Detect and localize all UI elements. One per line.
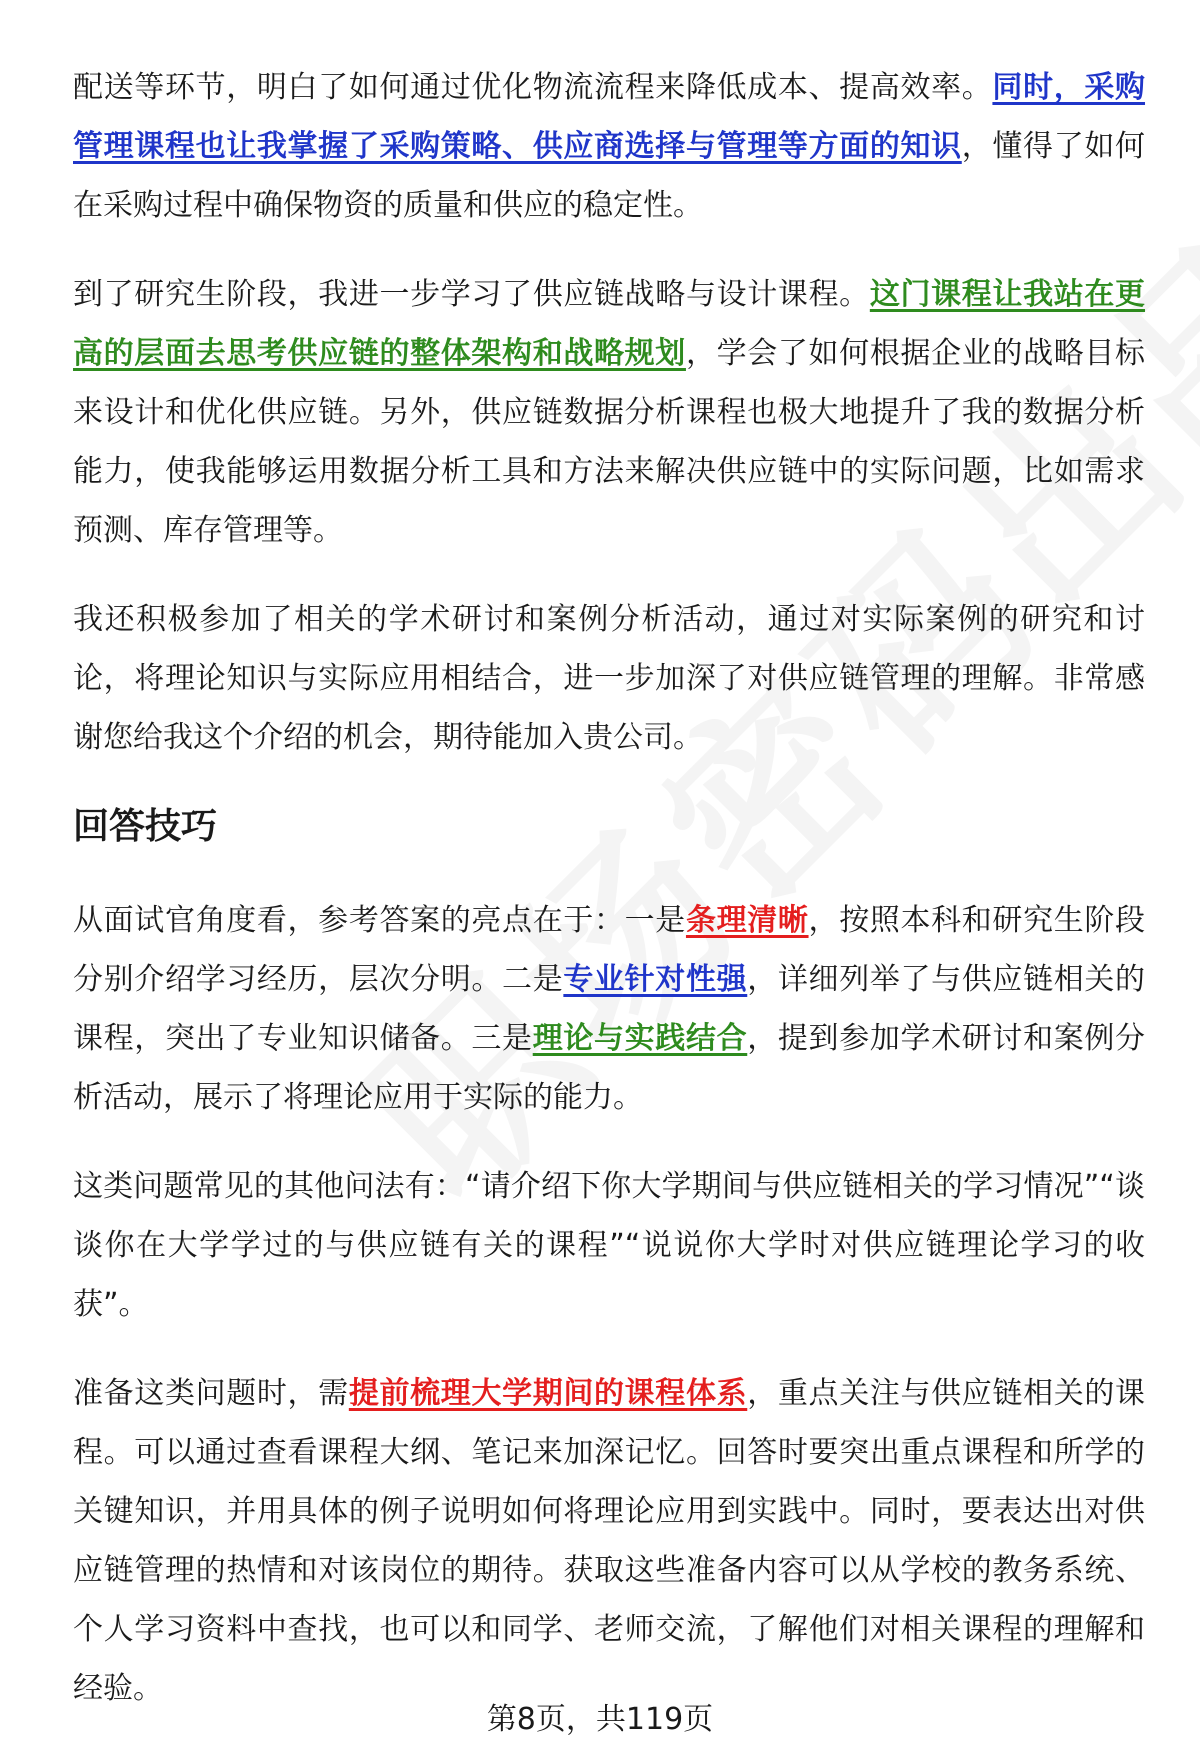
tip-paragraph	[73, 1364, 1145, 1718]
text-run: 准备这类问题时，需	[73, 1376, 349, 1411]
highlighted-phrase: 条理清晰	[685, 903, 809, 938]
answer-paragraph	[73, 58, 1145, 235]
highlighted-phrase: 这门课程让我站在更高的层面去思考供应链的整体架构和战略规划	[73, 277, 1146, 371]
highlighted-phrase: 提前梳理大学期间的课程体系	[348, 1376, 748, 1411]
text-run: ，重点关注与供应链相关的课程。可以通过查看课程大纲、笔记来加深记忆。回答时要突出重点课程和所学的关键知识，并用具体的例子说明如何将理论应用到实践中。同时，要表达出对供应链管理的热情和对该岗位的期待。获取这些准备内容可以从学校的教务系统、个人学习资料中查找，也可以和同学、老师交流，了解他们对相关课程的理解和经验。	[73, 1376, 1146, 1706]
page-number: 第8页，共119页	[486, 1702, 714, 1737]
tip-paragraph	[73, 891, 1145, 1127]
text-run: ，学会了如何根据企业的战略目标来设计和优化供应链。另外，供应链数据分析课程也极大地提升了我的数据分析能力，使我能够运用数据分析工具和方法来解决供应链中的实际问题，比如需求预测、库存管理等。	[73, 336, 1146, 548]
text-run: ，懂得了如何在采购过程中确保物资的质量和供应的稳定性。	[73, 129, 1146, 223]
highlighted-phrase: 专业针对性强	[563, 962, 748, 997]
answer-paragraphs	[73, 58, 1145, 767]
text-run: ，按照本科和研究生阶段分别介绍学习经历，层次分明。二是	[73, 903, 1146, 997]
text-run: ，详细列举了与供应链相关的课程，突出了专业知识储备。三是	[73, 962, 1146, 1056]
text-run: 配送等环节，明白了如何通过优化物流流程来降低成本、提高效率。	[73, 70, 993, 105]
section-title: 回答技巧	[73, 806, 218, 847]
text-run: ，提到参加学术研讨和案例分析活动，展示了将理论应用于实际的能力。	[73, 1021, 1146, 1115]
tips-paragraphs	[73, 891, 1145, 1718]
answer-paragraph	[73, 265, 1145, 560]
document-body	[73, 58, 1145, 1748]
text-run: 到了研究生阶段，我进一步学习了供应链战略与设计课程。	[73, 277, 870, 312]
text-run: 我还积极参加了相关的学术研讨和案例分析活动，通过对实际案例的研究和讨论，将理论知识与实际应用相结合，进一步加深了对供应链管理的理解。非常感谢您给我这个介绍的机会，期待能加入贵公司。	[73, 602, 1145, 755]
text-run: 从面试官角度看，参考答案的亮点在于：一是	[73, 903, 686, 938]
answer-paragraph	[73, 590, 1145, 767]
text-run: 这类问题常见的其他问法有：“请介绍下你大学期间与供应链相关的学习情况”“谈谈你在大学学过的与供应链有关的课程”“说说你大学时对供应链理论学习的收获”。	[73, 1169, 1145, 1322]
highlighted-phrase: 理论与实践结合	[532, 1021, 748, 1056]
highlighted-phrase: 同时，采购管理课程也让我掌握了采购策略、供应商选择与管理等方面的知识	[73, 70, 1146, 164]
tip-paragraph	[73, 1157, 1145, 1334]
